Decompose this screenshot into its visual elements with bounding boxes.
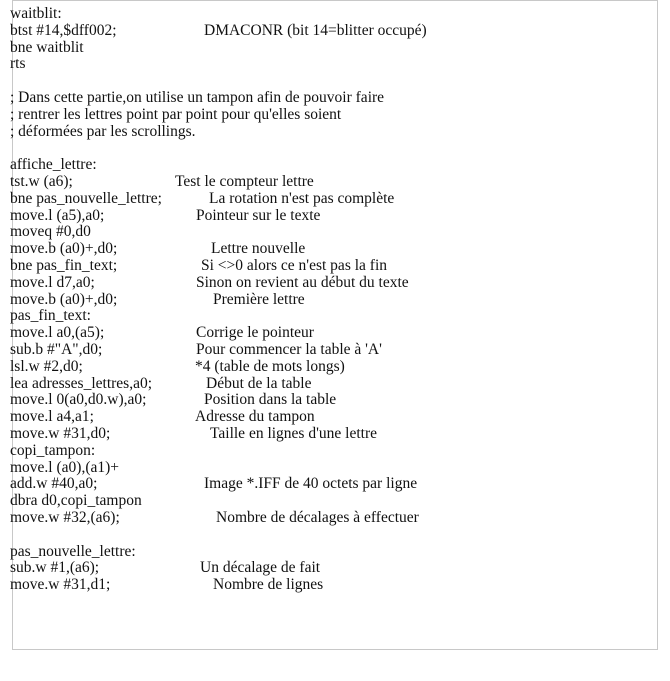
code-text: copi_tampon: xyxy=(10,441,96,459)
code-text: lsl.w #2,d0; xyxy=(10,357,83,375)
code-comment: Corrige le pointeur xyxy=(196,324,314,342)
code-line xyxy=(10,460,660,477)
code-line xyxy=(10,90,660,107)
code-text: move.l 0(a0,d0.w),a0; xyxy=(10,391,147,409)
code-line xyxy=(10,40,660,57)
code-comment: Nombre de lignes xyxy=(213,576,324,594)
code-line xyxy=(10,409,660,426)
code-line xyxy=(10,23,660,40)
code-comment: *4 (table de mots longs) xyxy=(195,357,345,375)
code-line xyxy=(10,476,660,493)
code-text: move.l d7,a0; xyxy=(10,273,95,291)
code-line xyxy=(10,208,660,225)
code-comment: Première lettre xyxy=(213,290,305,308)
code-text: move.b (a0)+,d0; xyxy=(10,290,118,308)
code-comment: DMACONR (bit 14=blitter occupé) xyxy=(204,21,427,39)
code-line xyxy=(10,224,660,241)
code-line xyxy=(10,124,660,141)
code-text: affiche_lettre: xyxy=(10,156,97,174)
code-text: move.l a0,(a5); xyxy=(10,324,105,342)
code-text: move.l (a5),a0; xyxy=(10,206,105,224)
code-line xyxy=(10,107,660,124)
code-text: ; Dans cette partie,on utilise un tampon afin de pouvoir faire xyxy=(10,88,385,106)
code-text: move.b (a0)+,d0; xyxy=(10,240,118,258)
code-text: sub.b #"A",d0; xyxy=(10,340,103,358)
code-line xyxy=(10,325,660,342)
code-line xyxy=(10,376,660,393)
code-comment: Pointeur sur le texte xyxy=(196,206,321,224)
code-text: move.w #31,d1; xyxy=(10,576,111,594)
code-text: move.l (a0),(a1)+ xyxy=(10,458,120,476)
code-text: waitblit: xyxy=(10,5,62,22)
code-text: move.w #32,(a6); xyxy=(10,508,120,526)
code-line xyxy=(10,342,660,359)
code-comment: Nombre de décalages à effectuer xyxy=(216,508,419,526)
code-text: bne waitblit xyxy=(10,38,84,56)
code-comment: Position dans la table xyxy=(204,391,337,409)
code-line xyxy=(10,174,660,191)
code-line xyxy=(10,56,660,73)
code-line xyxy=(10,308,660,325)
code-line xyxy=(10,73,660,90)
code-text: bne pas_nouvelle_lettre; xyxy=(10,189,162,207)
code-text: move.w #31,d0; xyxy=(10,424,111,442)
code-text: moveq #0,d0 xyxy=(10,223,91,241)
code-line xyxy=(10,241,660,258)
code-line xyxy=(10,140,660,157)
code-comment: La rotation n'est pas complète xyxy=(209,189,395,207)
code-line xyxy=(10,392,660,409)
code-line xyxy=(10,544,660,561)
code-text: tst.w (a6); xyxy=(10,172,73,190)
code-line xyxy=(10,275,660,292)
code-line xyxy=(10,426,660,443)
code-text: btst #14,$dff002; xyxy=(10,21,117,39)
code-comment: Test le compteur lettre xyxy=(175,172,314,190)
code-line xyxy=(10,6,660,23)
code-text: ; déformées par les scrollings. xyxy=(10,122,196,140)
code-comment: Début de la table xyxy=(206,374,312,392)
code-line xyxy=(10,493,660,510)
code-line xyxy=(10,443,660,460)
code-listing xyxy=(10,6,660,594)
code-text: dbra d0,copi_tampon xyxy=(10,492,142,510)
code-comment: Pour commencer la table à 'A' xyxy=(196,340,382,358)
code-line xyxy=(10,510,660,527)
code-text: ; rentrer les lettres point par point pour qu'elles soient xyxy=(10,105,342,123)
code-line xyxy=(10,191,660,208)
code-line xyxy=(10,577,660,594)
code-text: pas_fin_text: xyxy=(10,307,91,325)
code-comment: Si <>0 alors ce n'est pas la fin xyxy=(201,256,387,274)
code-line xyxy=(10,560,660,577)
code-comment: Un décalage de fait xyxy=(200,559,321,577)
code-line xyxy=(10,527,660,544)
code-line xyxy=(10,359,660,376)
code-line xyxy=(10,258,660,275)
code-line xyxy=(10,157,660,174)
code-text: lea adresses_lettres,a0; xyxy=(10,374,153,392)
code-text: rts xyxy=(10,55,26,73)
code-text: move.l a4,a1; xyxy=(10,408,94,426)
code-text: bne pas_fin_text; xyxy=(10,256,118,274)
code-line xyxy=(10,292,660,309)
code-comment: Lettre nouvelle xyxy=(211,240,306,258)
code-text: pas_nouvelle_lettre: xyxy=(10,542,136,560)
code-comment: Adresse du tampon xyxy=(195,408,315,426)
code-text: sub.w #1,(a6); xyxy=(10,559,100,577)
code-comment: Taille en lignes d'une lettre xyxy=(210,424,377,442)
code-text: add.w #40,a0; xyxy=(10,475,98,493)
code-comment: Sinon on revient au début du texte xyxy=(196,273,409,291)
code-comment: Image *.IFF de 40 octets par ligne xyxy=(204,475,418,493)
